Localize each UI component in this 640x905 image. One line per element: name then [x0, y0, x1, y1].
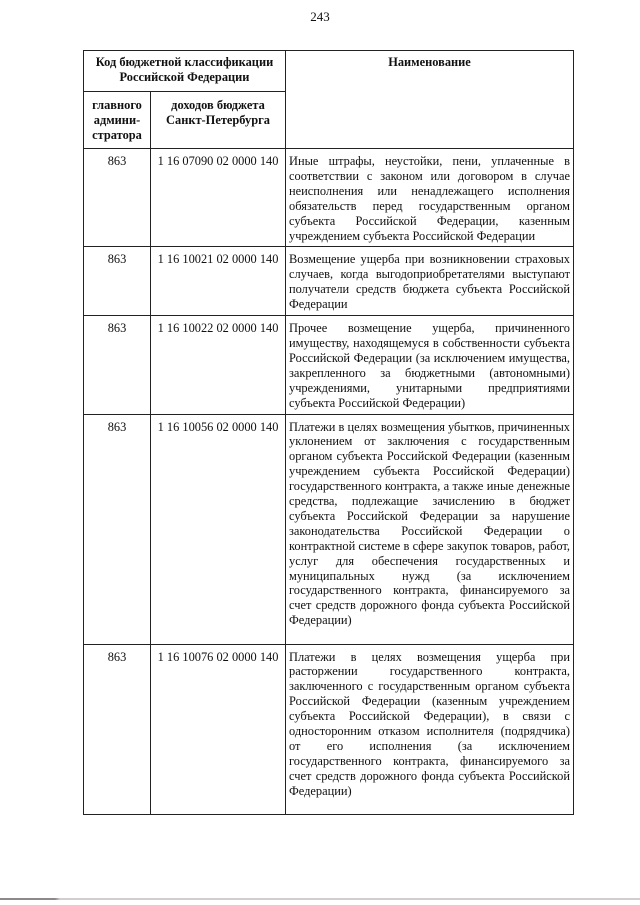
income-name: Прочее возмещение ущерба, причиненного имуществу, находящемуся в собственности субъекта Российской Федерации (за исключением имущества, закрепленного за бюджетными (автономными) учреждениями, унитарными предприятиями субъекта Российской Федерации) [286, 316, 574, 414]
page-number: 243 [310, 9, 330, 24]
header-code-group: Код бюджетной классификации Российской Федерации [84, 51, 286, 92]
income-name: Иные штрафы, неустойки, пени, уплаченные в соответствии с законом или договором в случае неисполнения или ненадлежащего исполнения обязательств перед государственным органом субъекта Российской Федерации, казенным учреждением субъекта Российской Федерации [286, 149, 574, 247]
table-row [84, 644, 574, 814]
header-admin: главного админи-стратора [84, 92, 151, 149]
income-code: 1 16 10022 02 0000 140 [151, 316, 286, 414]
admin-code: 863 [84, 247, 151, 316]
income-name: Платежи в целях возмещения ущерба при расторжении государственного контракта, заключенного с государственным органом субъекта Российской Федерации (казенным учреждением субъекта Российской Федерации), в связи с односторонним отказом исполнителя (подрядчика) от его исполнения (за исключением государственного контракта, финансируемого за счет средств дорожного фонда субъекта Российской Федерации) [286, 644, 574, 814]
income-name: Возмещение ущерба при возникновении страховых случаев, когда выгодоприобретателями выступают получатели средств бюджета субъекта Российской Федерации [286, 247, 574, 316]
income-code: 1 16 10056 02 0000 140 [151, 414, 286, 644]
income-name: Платежи в целях возмещения убытков, причиненных уклонением от заключения с государственным органом субъекта Российской Федерации (казенным учреждением субъекта Российской Федерации) государственного контракта, а также иные денежные средства, подлежащие зачислению в бюджет субъекта Российской Федерации за нарушение законодательства Российской Федерации о контрактной системе в сфере закупок товаров, работ, услуг для обеспечения государственных и муниципальных нужд (за исключением государственного контракта, финансируемого за счет средств дорожного фонда субъекта Российской Федерации) [286, 414, 574, 644]
scan-edge-line [0, 898, 640, 900]
table-row [84, 149, 574, 247]
income-code: 1 16 10076 02 0000 140 [151, 644, 286, 814]
header-row [84, 51, 574, 92]
header-name: Наименование [286, 51, 574, 149]
admin-code: 863 [84, 149, 151, 247]
admin-code: 863 [84, 316, 151, 414]
table-row [84, 316, 574, 414]
header-income: доходов бюджета Санкт-Петербурга [151, 92, 286, 149]
admin-code: 863 [84, 644, 151, 814]
income-code: 1 16 10021 02 0000 140 [151, 247, 286, 316]
budget-classification-table [83, 50, 574, 815]
table-row [84, 247, 574, 316]
admin-code: 863 [84, 414, 151, 644]
income-code: 1 16 07090 02 0000 140 [151, 149, 286, 247]
table-row [84, 414, 574, 644]
